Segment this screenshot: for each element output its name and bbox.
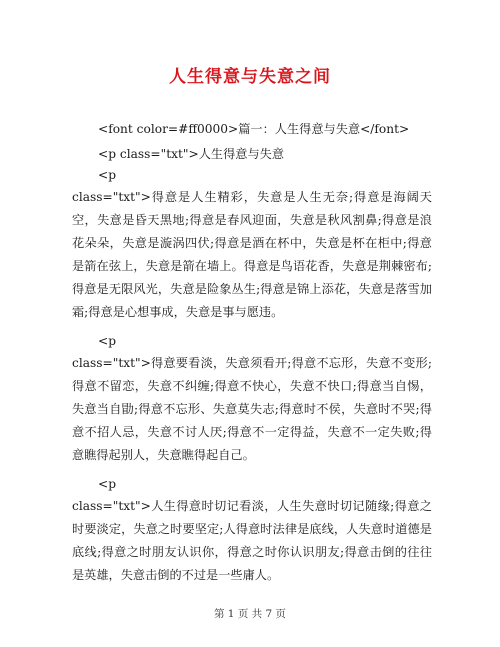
page-footer: 第 1 页 共 7 页 [213,608,287,620]
p-open-2: <p [98,334,117,348]
paragraph-1: class="txt">得意是人生精彩，失意是人生无奈;得意是海阔天空，失意是昏天黑地;得意是春风迎面，失意是秋风割鼻;得意是浪花朵朵，失意是漩涡四伏;得意是酒在杯中，失意是杯在柜中;得意是箭在弦上，失意是箭在墙上。得意是鸟语花香，失意是荆棘密布;得意是无限风光，失意是险象丛生;得意是锦上添花，失意是落雪加霜;得意是心想事成，失意是事与愿违。 [72,190,432,319]
document-title: 人生得意与失意之间 [169,67,331,87]
paragraph-2: class="txt">得意要看淡，失意须看开;得意不忘形，失意不变形;得意不留恋，失意不纠缠;得意不快心，失意不快口;得意当自惕，失意当自勖;得意不忘形、失意莫失志;得意时不侯，失意时不哭;得意不招人忌，失意不讨人厌;得意不一定得益，失意不一定失败;得意瞧得起别人，失意瞧得起自己。 [72,356,432,462]
p-open-1: <p [98,168,117,182]
p-tag-line: <p class="txt">人生得意与失意 [98,147,285,161]
p-open-3: <p [98,477,117,491]
paragraph-3: class="txt">人生得意时切记看淡，人生失意时切记随缘;得意之时要淡定，失意之时要坚定;人得意时法律是底线，人失意时道德是底线;得意之时朋友认识你，得意之时你认识朋友;得意击倒的往往是英雄，失意击倒的不过是一些庸人。 [72,499,432,582]
font-tag-line: <font color=#ff0000>篇一：人生得意与失意</font> [98,122,410,136]
